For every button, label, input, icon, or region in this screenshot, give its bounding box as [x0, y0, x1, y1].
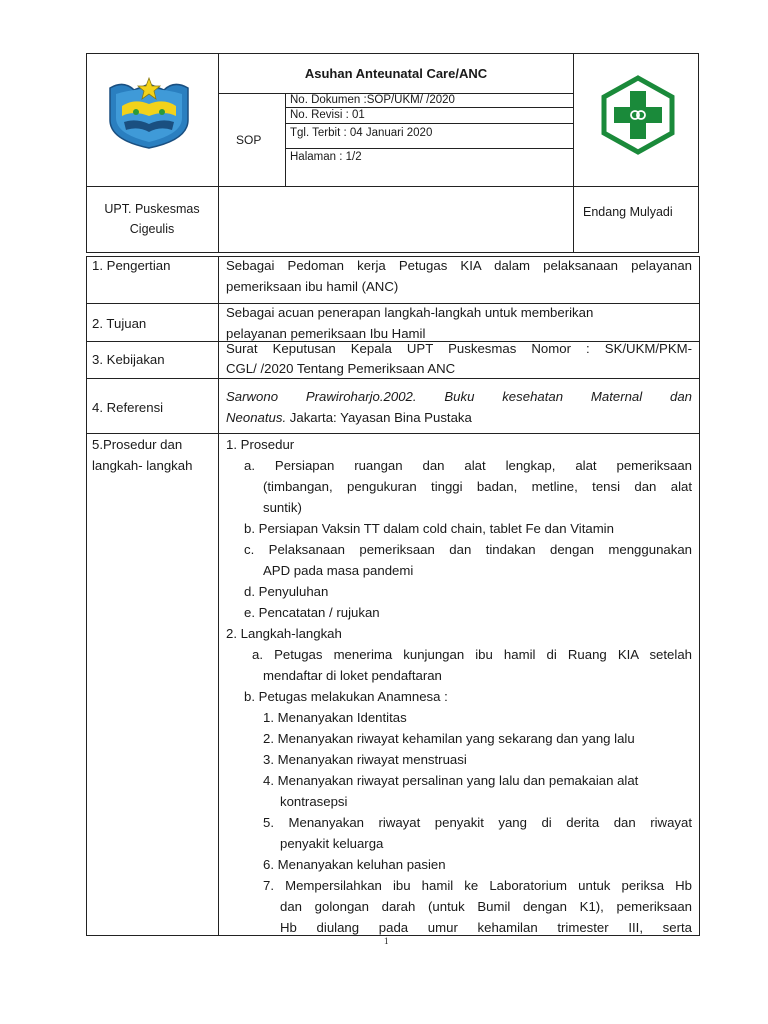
revision-number: No. Revisi : 01: [290, 109, 365, 121]
border: [218, 256, 219, 936]
pengertian-line1: Sebagai Pedoman kerja Petugas KIA dalam pelaksanaan pelayanan: [226, 258, 692, 273]
unit-name-line2: Cigeulis: [129, 222, 175, 236]
prosedur-line: dan golongan darah (untuk Bumil dengan K1), pemeriksaan: [280, 899, 692, 914]
border: [86, 256, 87, 936]
border: [86, 53, 699, 54]
referensi-publisher: Jakarta: Yayasan Bina Pustaka: [286, 410, 472, 425]
prosedur-line: Hb diulang pada umur kehamilan trimester III, serta: [280, 920, 692, 935]
prosedur-line: 1. Menanyakan Identitas: [263, 710, 407, 725]
referensi-line1: Sarwono Prawiroharjo.2002. Buku kesehatan Maternal dan: [226, 389, 692, 404]
prosedur-line: kontrasepsi: [280, 794, 348, 809]
prosedur-line: e. Pencatatan / rujukan: [244, 605, 380, 620]
kebijakan-line2: CGL/ /2020 Tentang Pemeriksaan ANC: [226, 361, 456, 376]
row-label-prosedur-2: langkah- langkah: [92, 458, 193, 473]
tujuan-line1: Sebagai acuan penerapan langkah-langkah untuk memberikan: [226, 305, 594, 320]
page-number: 1: [384, 936, 389, 946]
prosedur-line: suntik): [263, 500, 302, 515]
prosedur-line: 2. Langkah-langkah: [226, 626, 342, 641]
prosedur-line: 3. Menanyakan riwayat menstruasi: [263, 752, 467, 767]
prosedur-line: mendaftar di loket pendaftaran: [263, 668, 442, 683]
border: [698, 53, 699, 253]
row-label-pengertian: 1. Pengertian: [92, 258, 171, 273]
border: [285, 107, 574, 108]
prosedur-line: 6. Menanyakan keluhan pasien: [263, 857, 446, 872]
prosedur-line: c. Pelaksanaan pemeriksaan dan tindakan dengan menggunakan: [244, 542, 692, 557]
border: [573, 53, 574, 253]
issue-date: Tgl. Terbit : 04 Januari 2020: [290, 127, 433, 139]
prosedur-line: penyakit keluarga: [280, 836, 384, 851]
prosedur-line: 7. Mempersilahkan ibu hamil ke Laboratorium untuk periksa Hb: [263, 878, 692, 893]
border: [285, 123, 574, 124]
prosedur-line: 2. Menanyakan riwayat kehamilan yang sekarang dan yang lalu: [263, 731, 635, 746]
row-label-kebijakan: 3. Kebijakan: [92, 352, 165, 367]
border: [218, 53, 219, 253]
prosedur-line: b. Persiapan Vaksin TT dalam cold chain, tablet Fe dan Vitamin: [244, 521, 614, 536]
puskesmas-logo: [598, 75, 678, 155]
prosedur-line: a. Persiapan ruangan dan alat lengkap, alat pemeriksaan: [244, 458, 692, 473]
sop-label: SOP: [236, 133, 262, 147]
prosedur-line: APD pada masa pandemi: [263, 563, 414, 578]
prosedur-line: (timbangan, pengukuran tinggi badan, metline, tensi dan alat: [263, 479, 692, 494]
prosedur-line: 1. Prosedur: [226, 437, 295, 452]
pengertian-line2: pemeriksaan ibu hamil (ANC): [226, 279, 399, 294]
regency-logo: [104, 76, 194, 152]
prosedur-line: a. Petugas menerima kunjungan ibu hamil di Ruang KIA setelah: [252, 647, 692, 662]
kebijakan-line1: Surat Keputusan Kepala UPT Puskesmas Nomor : SK/UKM/PKM-: [226, 341, 692, 356]
referensi-line2: [226, 407, 472, 428]
tujuan-line2: pelayanan pemeriksaan Ibu Hamil: [226, 326, 426, 341]
page-info: Halaman : 1/2: [290, 151, 362, 163]
border: [86, 186, 699, 187]
border: [86, 252, 699, 253]
prosedur-line: d. Penyuluhan: [244, 584, 329, 599]
signer-name: Endang Mulyadi: [583, 205, 673, 219]
row-label-referensi: 4. Referensi: [92, 400, 164, 415]
unit-name-line1: UPT. Puskesmas: [104, 202, 200, 216]
prosedur-line: 5. Menanyakan riwayat penyakit yang di derita dan riwayat: [263, 815, 692, 830]
row-label-tujuan: 2. Tujuan: [92, 316, 147, 331]
row-label-prosedur-1: 5.Prosedur dan: [92, 437, 183, 452]
prosedur-line: b. Petugas melakukan Anamnesa :: [244, 689, 448, 704]
prosedur-line: 4. Menanyakan riwayat persalinan yang lalu dan pemakaian alat: [263, 773, 639, 788]
doc-number: No. Dokumen :SOP/UKM/ /2020: [290, 94, 455, 106]
border: [699, 256, 700, 936]
sop-title: Asuhan Anteunatal Care/ANC: [304, 66, 488, 81]
border: [285, 148, 574, 149]
referensi-journal: Neonatus.: [226, 410, 287, 425]
